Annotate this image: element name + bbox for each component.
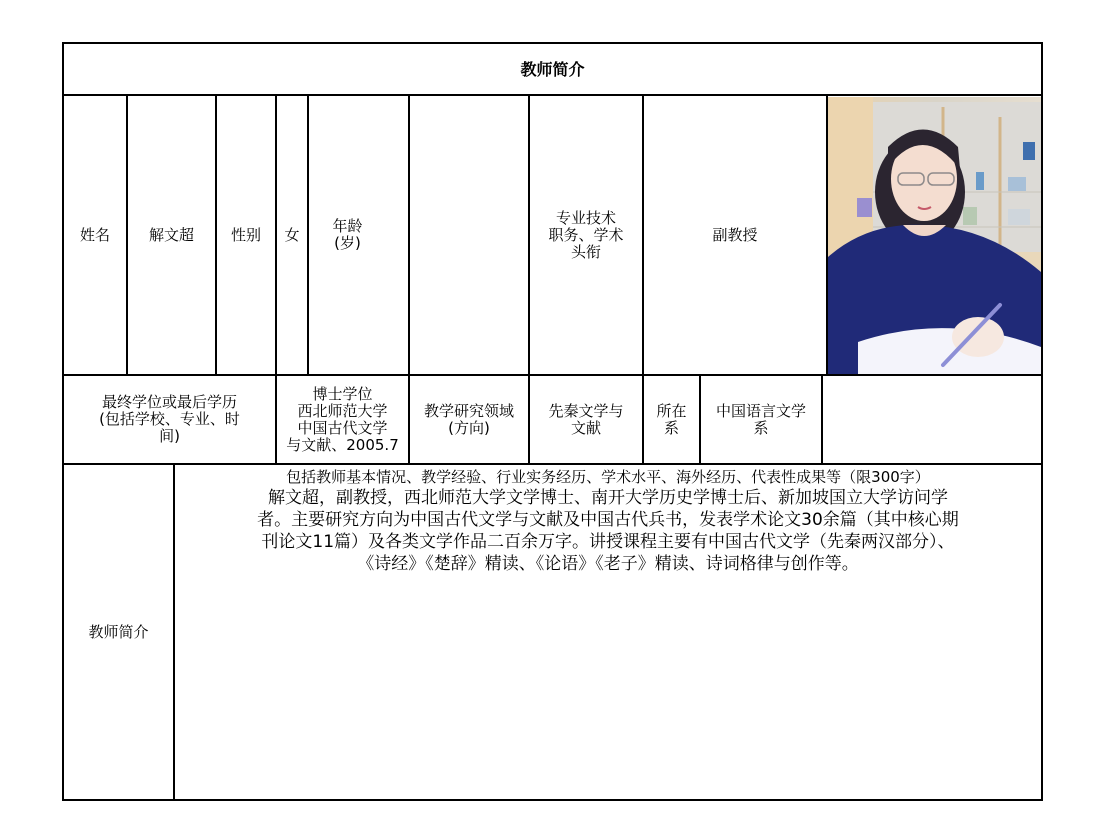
col-divider (173, 463, 175, 801)
department-value-line: 系 (753, 418, 769, 437)
degree-label-line: (包括学校、专业、时 (99, 410, 240, 428)
row-divider (62, 463, 1043, 465)
profile-content (176, 467, 1040, 575)
academic-title-label-line: 头衔 (570, 242, 601, 261)
profile-label: 教师简介 (88, 622, 149, 641)
age-label-line: (岁) (334, 234, 361, 252)
degree-value-line: 中国古代文学 (297, 418, 388, 437)
profile-bio-line: 刊论文11篇）及各类文学作品二百余万字。讲授课程主要有中国古代文学（先秦两汉部分）、 (261, 532, 955, 552)
academic-title-label (530, 96, 642, 374)
research-field-label (410, 376, 528, 463)
degree-value-line: 与文献、2005.7 (286, 435, 399, 454)
academic-title-value: 副教授 (712, 225, 758, 244)
department-value-line: 中国语言文学 (715, 401, 806, 420)
department-label (644, 376, 699, 463)
academic-title-label-line: 职务、学术 (548, 225, 624, 244)
degree-value-line: 博士学位 (312, 384, 373, 403)
research-field-label-line: 教学研究领域 (423, 401, 514, 420)
research-field-value-line: 先秦文学与 (548, 401, 624, 420)
teacher-portrait-photo (828, 97, 1041, 374)
research-field-label-line: (方向) (448, 418, 490, 437)
age-label-line: 年龄 (332, 217, 363, 235)
degree-label (64, 376, 275, 463)
empty-cell (823, 376, 1041, 463)
table-border-right (1041, 42, 1043, 801)
profile-hint: 包括教师基本情况、教学经验、行业实务经历、学术水平、海外经历、代表性成果等（限300字） (286, 468, 930, 486)
gender-value: 女 (284, 225, 300, 244)
table-border-bottom (62, 799, 1043, 801)
name-label: 姓名 (79, 225, 110, 244)
table-title: 教师简介 (520, 59, 585, 79)
gender-label: 性别 (230, 225, 261, 244)
department-value (701, 376, 821, 463)
degree-value-line: 西北师范大学 (297, 401, 388, 420)
degree-value (277, 376, 408, 463)
profile-bio-line: 解文超，副教授，西北师范大学文学博士、南开大学历史学博士后、新加坡国立大学访问学 (268, 488, 948, 508)
research-field-value (530, 376, 642, 463)
research-field-value-line: 文献 (570, 418, 601, 437)
academic-title-label-line: 专业技术 (555, 208, 616, 227)
degree-label-line: 最终学位或最后学历 (101, 393, 237, 411)
profile-bio-line: 《诗经》《楚辞》精读、《论语》《老子》精读、诗词格律与创作等。 (357, 554, 859, 574)
age-value (410, 96, 528, 374)
degree-label-line: 间) (159, 427, 180, 445)
portrait-image (828, 97, 1041, 374)
age-label (309, 96, 408, 374)
department-label-line: 系 (663, 418, 679, 437)
profile-bio-line: 者。主要研究方向为中国古代文学与文献及中国古代兵书，发表学术论文30余篇（其中核心期 (257, 510, 959, 530)
department-label-line: 所在 (656, 401, 687, 420)
name-value: 解文超 (148, 225, 194, 244)
